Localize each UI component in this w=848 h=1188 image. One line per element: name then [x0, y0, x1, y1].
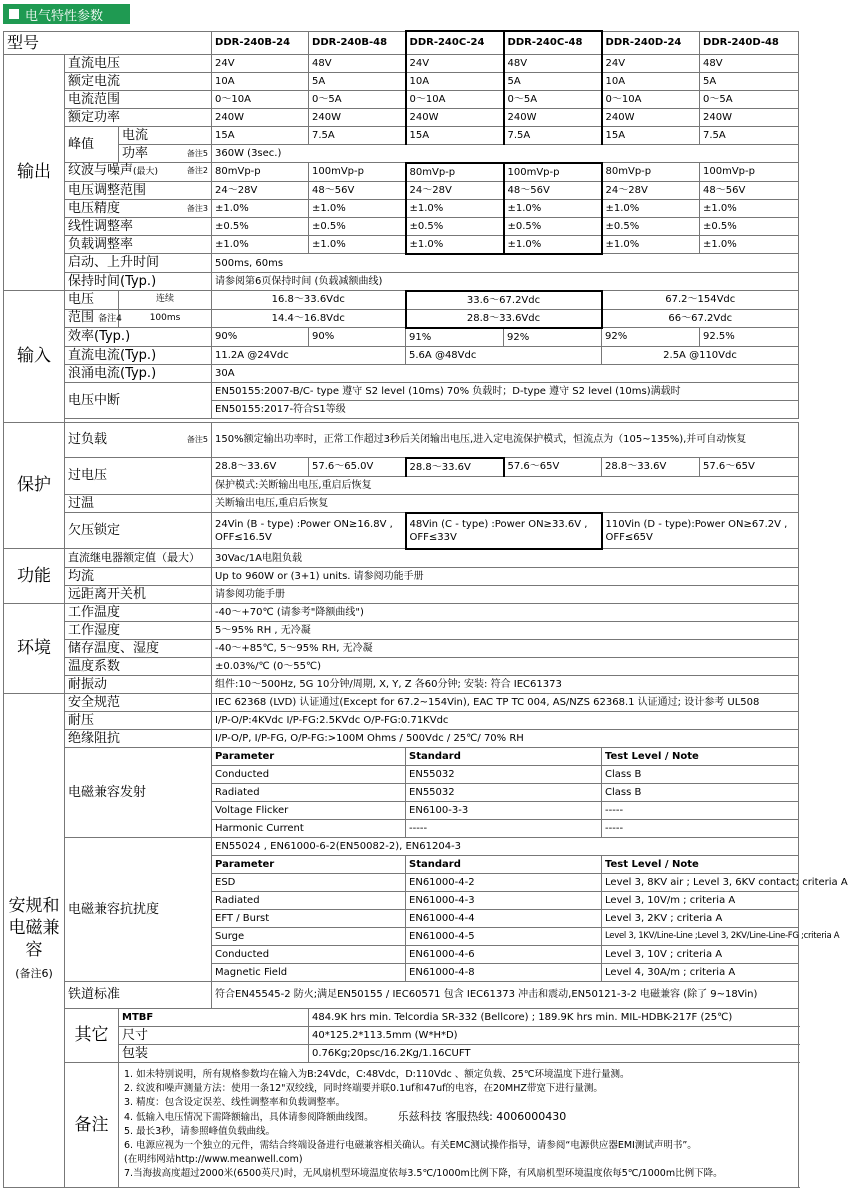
standards-label: 安全规范 — [65, 693, 212, 711]
rated-current-5: 10A — [602, 72, 700, 90]
immunity-level: Level 3, 2KV ; criteria A — [602, 909, 799, 927]
load-reg-2: ±1.0% — [309, 235, 406, 254]
group-notes: 备注 — [65, 1062, 119, 1187]
emc-immunity-label: 电磁兼容抗扰度 — [65, 837, 212, 981]
withstand-label: 耐压 — [65, 711, 212, 729]
rated-power-1: 240W — [212, 108, 309, 126]
immunity-param: Surge — [212, 927, 406, 945]
mtbf-label: MTBF — [119, 1008, 309, 1026]
uvlo-label: 欠压锁定 — [65, 513, 212, 549]
overtemp-value: 关断输出电压,重启后恢复 — [212, 494, 799, 513]
range-100ms-b: 14.4～16.8Vdc — [212, 309, 406, 328]
work-temp-value: -40～+70℃ (请参考"降额曲线") — [212, 603, 799, 621]
emission-param: Conducted — [212, 765, 406, 783]
voltage-adj-3: 24～28V — [406, 181, 504, 199]
note-line-6b: (在明纬网站http://www.meanwell.com) — [124, 1154, 303, 1165]
load-reg-5: ±1.0% — [602, 235, 700, 254]
immunity-level: Level 3, 1KV/Line-Line ;Level 3, 2KV/Line-Line-FG ;criteria A — [602, 927, 799, 945]
immunity-param: EFT / Burst — [212, 909, 406, 927]
peak-power-text: 功率 — [122, 145, 149, 161]
line-reg-2: ±0.5% — [309, 217, 406, 235]
setup-label: 启动、上升时间 — [65, 254, 212, 273]
current-range-6: 0～5A — [700, 90, 799, 108]
ripple-3: 80mVp-p — [406, 163, 504, 182]
group-input: 输入 — [4, 291, 65, 423]
range-100ms-d: 66～67.2Vdc — [602, 309, 799, 328]
voltage-adj-2: 48～56V — [309, 181, 406, 199]
interrupt-label: 电压中断 — [65, 382, 212, 418]
continuous-label: 连续 — [119, 291, 212, 310]
immunity-standard: EN61000-4-3 — [406, 891, 602, 909]
line-reg-1: ±0.5% — [212, 217, 309, 235]
group-protection: 保护 — [4, 422, 65, 549]
load-reg-4: ±1.0% — [504, 235, 602, 254]
load-reg-3: ±1.0% — [406, 235, 504, 254]
voltage-range-text: 范围 — [68, 309, 95, 325]
current-range-2: 0～5A — [309, 90, 406, 108]
rated-current-1: 10A — [212, 72, 309, 90]
ripple-1: 80mVp-p — [212, 163, 309, 182]
immunity-param: Conducted — [212, 945, 406, 963]
emission-level: Class B — [602, 783, 799, 801]
efficiency-2: 90% — [309, 328, 406, 347]
dc-voltage-1: 24V — [212, 54, 309, 72]
peak-current-label: 电流 — [119, 126, 212, 144]
note-line-6: 6. 电源应视为一个独立的元件，需结合终端设备进行电磁兼容相关确认。有关EMC测试操作指导，请参阅“电源供应器EMI测试声明书”。 — [124, 1140, 697, 1151]
emission-header-level: Test Level / Note — [602, 747, 799, 765]
safety-group-text: 安规和电磁兼容 — [8, 896, 60, 960]
overvoltage-1: 28.8～33.6V — [212, 458, 309, 477]
current-range-5: 0～10A — [602, 90, 700, 108]
emission-param: Harmonic Current — [212, 819, 406, 837]
rated-current-4: 5A — [504, 72, 602, 90]
line-reg-5: ±0.5% — [602, 217, 700, 235]
immunity-header-level: Test Level / Note — [602, 855, 799, 873]
rated-power-6: 240W — [700, 108, 799, 126]
voltage-adj-label: 电压调整范围 — [65, 181, 212, 199]
share-value: Up to 960W or (3+1) units. 请参阅功能手册 — [212, 567, 799, 585]
voltage-tol-5: ±1.0% — [602, 199, 700, 217]
immunity-level: Level 3, 10V/m ; criteria A — [602, 891, 799, 909]
peak-current-1: 15A — [212, 126, 309, 144]
rated-current-label: 额定电流 — [65, 72, 212, 90]
rated-power-3: 240W — [406, 108, 504, 126]
immunity-level: Level 3, 8KV air ; Level 3, 6KV contact; criteria A — [602, 873, 799, 891]
emc-emission-label: 电磁兼容发射 — [65, 747, 212, 837]
voltage-range-note: 备注4 — [98, 313, 122, 324]
vibration-value: 组件:10～500Hz, 5G 10分钟/周期, X, Y, Z 各60分钟; 安装: 符合 IEC61373 — [212, 675, 799, 693]
voltage-adj-4: 48～56V — [504, 181, 602, 199]
setup-value: 500ms, 60ms — [212, 254, 799, 273]
isolation-label: 绝缘阻抗 — [65, 729, 212, 747]
line-reg-3: ±0.5% — [406, 217, 504, 235]
overvoltage-6: 57.6～65V — [700, 458, 799, 477]
storage-label: 储存温度、湿度 — [65, 639, 212, 657]
voltage-tol-text: 电压精度 — [68, 200, 121, 216]
emission-level: Class B — [602, 765, 799, 783]
model-6: DDR-240D-48 — [700, 31, 799, 54]
peak-note: 备注5 — [186, 148, 209, 158]
immunity-standard: EN61000-4-2 — [406, 873, 602, 891]
emission-level: ----- — [602, 801, 799, 819]
note-line-7: 7.当海拔高度超过2000米(6500英尺)时，无风扇机型环境温度依每3.5℃/1000m比例下降，有风扇机型环境温度依每5℃/1000m比例下降。 — [124, 1168, 723, 1179]
voltage-range-label-1: 电压 — [65, 291, 119, 310]
remote-label: 远距离开关机 — [65, 585, 212, 603]
overtemp-label: 过温 — [65, 494, 212, 513]
immunity-param: Magnetic Field — [212, 963, 406, 981]
rated-power-5: 240W — [602, 108, 700, 126]
dimension-value: 40*125.2*113.5mm (W*H*D) — [309, 1026, 799, 1044]
immunity-param: Radiated — [212, 891, 406, 909]
ripple-4: 100mVp-p — [504, 163, 602, 182]
rated-power-label: 额定功率 — [65, 108, 212, 126]
overvoltage-2: 57.6～65.0V — [309, 458, 406, 477]
voltage-tol-2: ±1.0% — [309, 199, 406, 217]
efficiency-1: 90% — [212, 328, 309, 347]
peak-current-4: 7.5A — [504, 126, 602, 144]
railway-label: 铁道标准 — [65, 981, 212, 1008]
packing-label: 包装 — [119, 1044, 309, 1062]
immunity-standard: EN61000-4-6 — [406, 945, 602, 963]
notes-block — [119, 1062, 799, 1187]
dc-voltage-3: 24V — [406, 54, 504, 72]
efficiency-5: 92% — [602, 328, 700, 347]
note-line-2: 2. 纹波和噪声测量方法：使用一条12"双绞线，同时终端要并联0.1uf和47uf的电容，在20MHZ带宽下进行量测。 — [124, 1083, 603, 1094]
efficiency-3: 91% — [406, 328, 504, 347]
emission-param: Voltage Flicker — [212, 801, 406, 819]
safety-group-note: (备注6) — [15, 967, 53, 980]
standards-value: IEC 62368 (LVD) 认证通过(Except for 67.2~154Vin), EAC TP TC 004, AS/NZS 62368.1 认证通过; 设计参考 UL508 — [212, 693, 799, 711]
current-range-1: 0～10A — [212, 90, 309, 108]
dimension-label: 尺寸 — [119, 1026, 309, 1044]
ripple-6: 100mVp-p — [700, 163, 799, 182]
hotline: 乐兹科技 客服热线: 4006000430 — [397, 1110, 567, 1123]
voltage-adj-5: 24～28V — [602, 181, 700, 199]
line-reg-4: ±0.5% — [504, 217, 602, 235]
dc-voltage-2: 48V — [309, 54, 406, 72]
mtbf-value: 484.9K hrs min. Telcordia SR-332 (Bellcore) ; 189.9K hrs min. MIL-HDBK-217F (25℃) — [309, 1008, 799, 1026]
square-icon — [9, 9, 19, 19]
immunity-level: Level 3, 10V ; criteria A — [602, 945, 799, 963]
peak-power-label — [119, 144, 212, 163]
overload-note: 备注5 — [186, 435, 209, 445]
ripple-sub: (最大) — [133, 167, 159, 178]
line-reg-label: 线性调整率 — [65, 217, 212, 235]
model-5: DDR-240D-24 — [602, 31, 700, 54]
storage-value: -40～+85℃, 5～95% RH, 无冷凝 — [212, 639, 799, 657]
emission-param: Radiated — [212, 783, 406, 801]
header-row — [4, 31, 799, 54]
current-range-label: 电流范围 — [65, 90, 212, 108]
overvoltage-4: 57.6～65V — [504, 458, 602, 477]
interrupt-line1: EN50155:2007-B/C- type 遵守 S2 level (10ms) 70% 负载时；D-type 遵守 S2 level (10ms)满载时 — [212, 382, 799, 400]
dc-voltage-5: 24V — [602, 54, 700, 72]
range-100ms-c: 28.8～33.6Vdc — [406, 309, 602, 328]
ripple-note: 备注2 — [186, 166, 209, 176]
work-temp-label: 工作温度 — [65, 603, 212, 621]
rated-current-3: 10A — [406, 72, 504, 90]
note-line-5: 5. 最长3秒，请参照峰值负载曲线。 — [124, 1126, 276, 1137]
uvlo-b: 24Vin (B - type) :Power ON≥16.8V , OFF≤16.5V — [212, 513, 406, 549]
uvlo-d: 110Vin (D - type):Power ON≥67.2V , OFF≤65V — [602, 513, 799, 549]
ripple-label — [65, 163, 212, 182]
voltage-tol-3: ±1.0% — [406, 199, 504, 217]
immunity-top: EN55024 , EN61000-6-2(EN50082-2), EN61204-3 — [212, 837, 799, 855]
dc-current-c: 5.6A @48Vdc — [406, 346, 602, 364]
voltage-tol-label — [65, 199, 212, 217]
isolation-value: I/P-O/P, I/P-FG, O/P-FG:>100M Ohms / 500Vdc / 25℃/ 70% RH — [212, 729, 799, 747]
voltage-tol-1: ±1.0% — [212, 199, 309, 217]
remote-value: 请参阅功能手册 — [212, 585, 799, 603]
immunity-level: Level 4, 30A/m ; criteria A — [602, 963, 799, 981]
immunity-standard: EN61000-4-5 — [406, 927, 602, 945]
dc-voltage-4: 48V — [504, 54, 602, 72]
efficiency-label: 效率(Typ.) — [65, 328, 212, 347]
relay-label: 直流继电器额定值（最大） — [65, 549, 212, 568]
dc-current-d: 2.5A @110Vdc — [602, 346, 799, 364]
share-label: 均流 — [65, 567, 212, 585]
range-cont-d: 67.2～154Vdc — [602, 291, 799, 310]
line-reg-6: ±0.5% — [700, 217, 799, 235]
dc-voltage-label: 直流电压 — [65, 54, 212, 72]
note-line-4 — [124, 1110, 793, 1125]
rated-current-6: 5A — [700, 72, 799, 90]
note-line-3: 3. 精度：包含设定误差、线性调整率和负载调整率。 — [124, 1097, 346, 1108]
section-title-bar — [3, 4, 130, 24]
voltage-adj-6: 48～56V — [700, 181, 799, 199]
efficiency-6: 92.5% — [700, 328, 799, 347]
model-4: DDR-240C-48 — [504, 31, 602, 54]
model-1: DDR-240B-24 — [212, 31, 309, 54]
voltage-range-label-2 — [65, 309, 122, 328]
peak-current-3: 15A — [406, 126, 504, 144]
current-range-3: 0～10A — [406, 90, 504, 108]
section-title: 电气特性参数 — [25, 8, 104, 24]
emission-level: ----- — [602, 819, 799, 837]
ripple-2: 100mVp-p — [309, 163, 406, 182]
withstand-value: I/P-O/P:4KVdc I/P-FG:2.5KVdc O/P-FG:0.71KVdc — [212, 711, 799, 729]
load-reg-1: ±1.0% — [212, 235, 309, 254]
ripple-5: 80mVp-p — [602, 163, 700, 182]
model-2: DDR-240B-48 — [309, 31, 406, 54]
rated-current-2: 5A — [309, 72, 406, 90]
dc-current-label: 直流电流(Typ.) — [65, 346, 212, 364]
overload-value: 150%额定输出功率时，正常工作超过3秒后关闭输出电压,进入定电流保护模式，恒流点为（105~135%),并可自动恢复 — [212, 422, 799, 458]
immunity-standard: EN61000-4-8 — [406, 963, 602, 981]
work-humidity-label: 工作湿度 — [65, 621, 212, 639]
group-others: 其它 — [65, 1008, 119, 1062]
voltage-tol-6: ±1.0% — [700, 199, 799, 217]
inrush-label: 浪涌电流(Typ.) — [65, 364, 212, 382]
railway-value: 符合EN45545-2 防火;满足EN50155 / IEC60571 包含 IEC61373 冲击和震动,EN50121-3-2 电磁兼容 (除了 9~18Vin) — [212, 981, 799, 1008]
uvlo-c: 48Vin (C - type) :Power ON≥33.6V , OFF≤33V — [406, 513, 602, 549]
packing-value: 0.76Kg;20psc/16.2Kg/1.16CUFT — [309, 1044, 799, 1062]
overvoltage-5: 28.8～33.6V — [602, 458, 700, 477]
emission-standard: EN55032 — [406, 765, 602, 783]
peak-current-6: 7.5A — [700, 126, 799, 144]
note-line-4-text: 4. 低输入电压情况下需降额输出，具体请参阅降额曲线图。 — [124, 1112, 374, 1123]
dc-current-b: 11.2A @24Vdc — [212, 346, 406, 364]
rated-power-2: 240W — [309, 108, 406, 126]
group-safety — [4, 693, 65, 1187]
model-3: DDR-240C-24 — [406, 31, 504, 54]
voltage-adj-1: 24～28V — [212, 181, 309, 199]
efficiency-4: 92% — [504, 328, 602, 347]
emission-standard: ----- — [406, 819, 602, 837]
ripple-text: 纹波与噪声 — [68, 163, 134, 179]
vibration-label: 耐振动 — [65, 675, 212, 693]
temp-coef-value: ±0.03%/℃ (0～55℃) — [212, 657, 799, 675]
load-reg-6: ±1.0% — [700, 235, 799, 254]
work-humidity-value: 5～95% RH , 无冷凝 — [212, 621, 799, 639]
model-label: 型号 — [4, 31, 212, 54]
peak-current-2: 7.5A — [309, 126, 406, 144]
voltage-tol-4: ±1.0% — [504, 199, 602, 217]
immunity-header-param: Parameter — [212, 855, 406, 873]
inrush-value: 30A — [212, 364, 799, 382]
group-output: 输出 — [4, 54, 65, 291]
immunity-param: ESD — [212, 873, 406, 891]
range-cont-b: 16.8～33.6Vdc — [212, 291, 406, 310]
relay-value: 30Vac/1A电阻负载 — [212, 549, 799, 568]
hold-value: 请参阅第6页保持时间 (负载减额曲线) — [212, 272, 799, 291]
emission-header-param: Parameter — [212, 747, 406, 765]
peak-current-5: 15A — [602, 126, 700, 144]
spec-table — [3, 30, 848, 1188]
interrupt-line2: EN50155:2017-符合S1等级 — [212, 400, 799, 418]
range-cont-c: 33.6～67.2Vdc — [406, 291, 602, 310]
emission-header-standard: Standard — [406, 747, 602, 765]
overvoltage-label: 过电压 — [65, 458, 212, 495]
group-environment: 环境 — [4, 603, 65, 693]
voltage-tol-note: 备注3 — [186, 203, 209, 213]
note-line-1: 1. 如未特别说明，所有规格参数均在输入为B:24Vdc，C:48Vdc，D:110Vdc 、额定负载、25℃环境温度下进行量测。 — [124, 1069, 630, 1080]
overload-label — [65, 422, 212, 458]
rated-power-4: 240W — [504, 108, 602, 126]
overvoltage-3: 28.8～33.6V — [406, 458, 504, 477]
temp-coef-label: 温度系数 — [65, 657, 212, 675]
overvoltage-mode: 保护模式:关断输出电压,重启后恢复 — [212, 476, 799, 494]
immunity-standard: EN61000-4-4 — [406, 909, 602, 927]
ms100-label: 100ms — [119, 309, 212, 328]
group-function: 功能 — [4, 549, 65, 604]
current-range-4: 0～5A — [504, 90, 602, 108]
immunity-header-standard: Standard — [406, 855, 602, 873]
emission-standard: EN6100-3-3 — [406, 801, 602, 819]
hold-label: 保持时间(Typ.) — [65, 272, 212, 291]
overload-text: 过负载 — [68, 432, 108, 448]
dc-voltage-6: 48V — [700, 54, 799, 72]
emission-standard: EN55032 — [406, 783, 602, 801]
peak-power-value: 360W (3sec.) — [212, 144, 799, 163]
load-reg-label: 负载调整率 — [65, 235, 212, 254]
peak-label: 峰值 — [65, 126, 119, 163]
